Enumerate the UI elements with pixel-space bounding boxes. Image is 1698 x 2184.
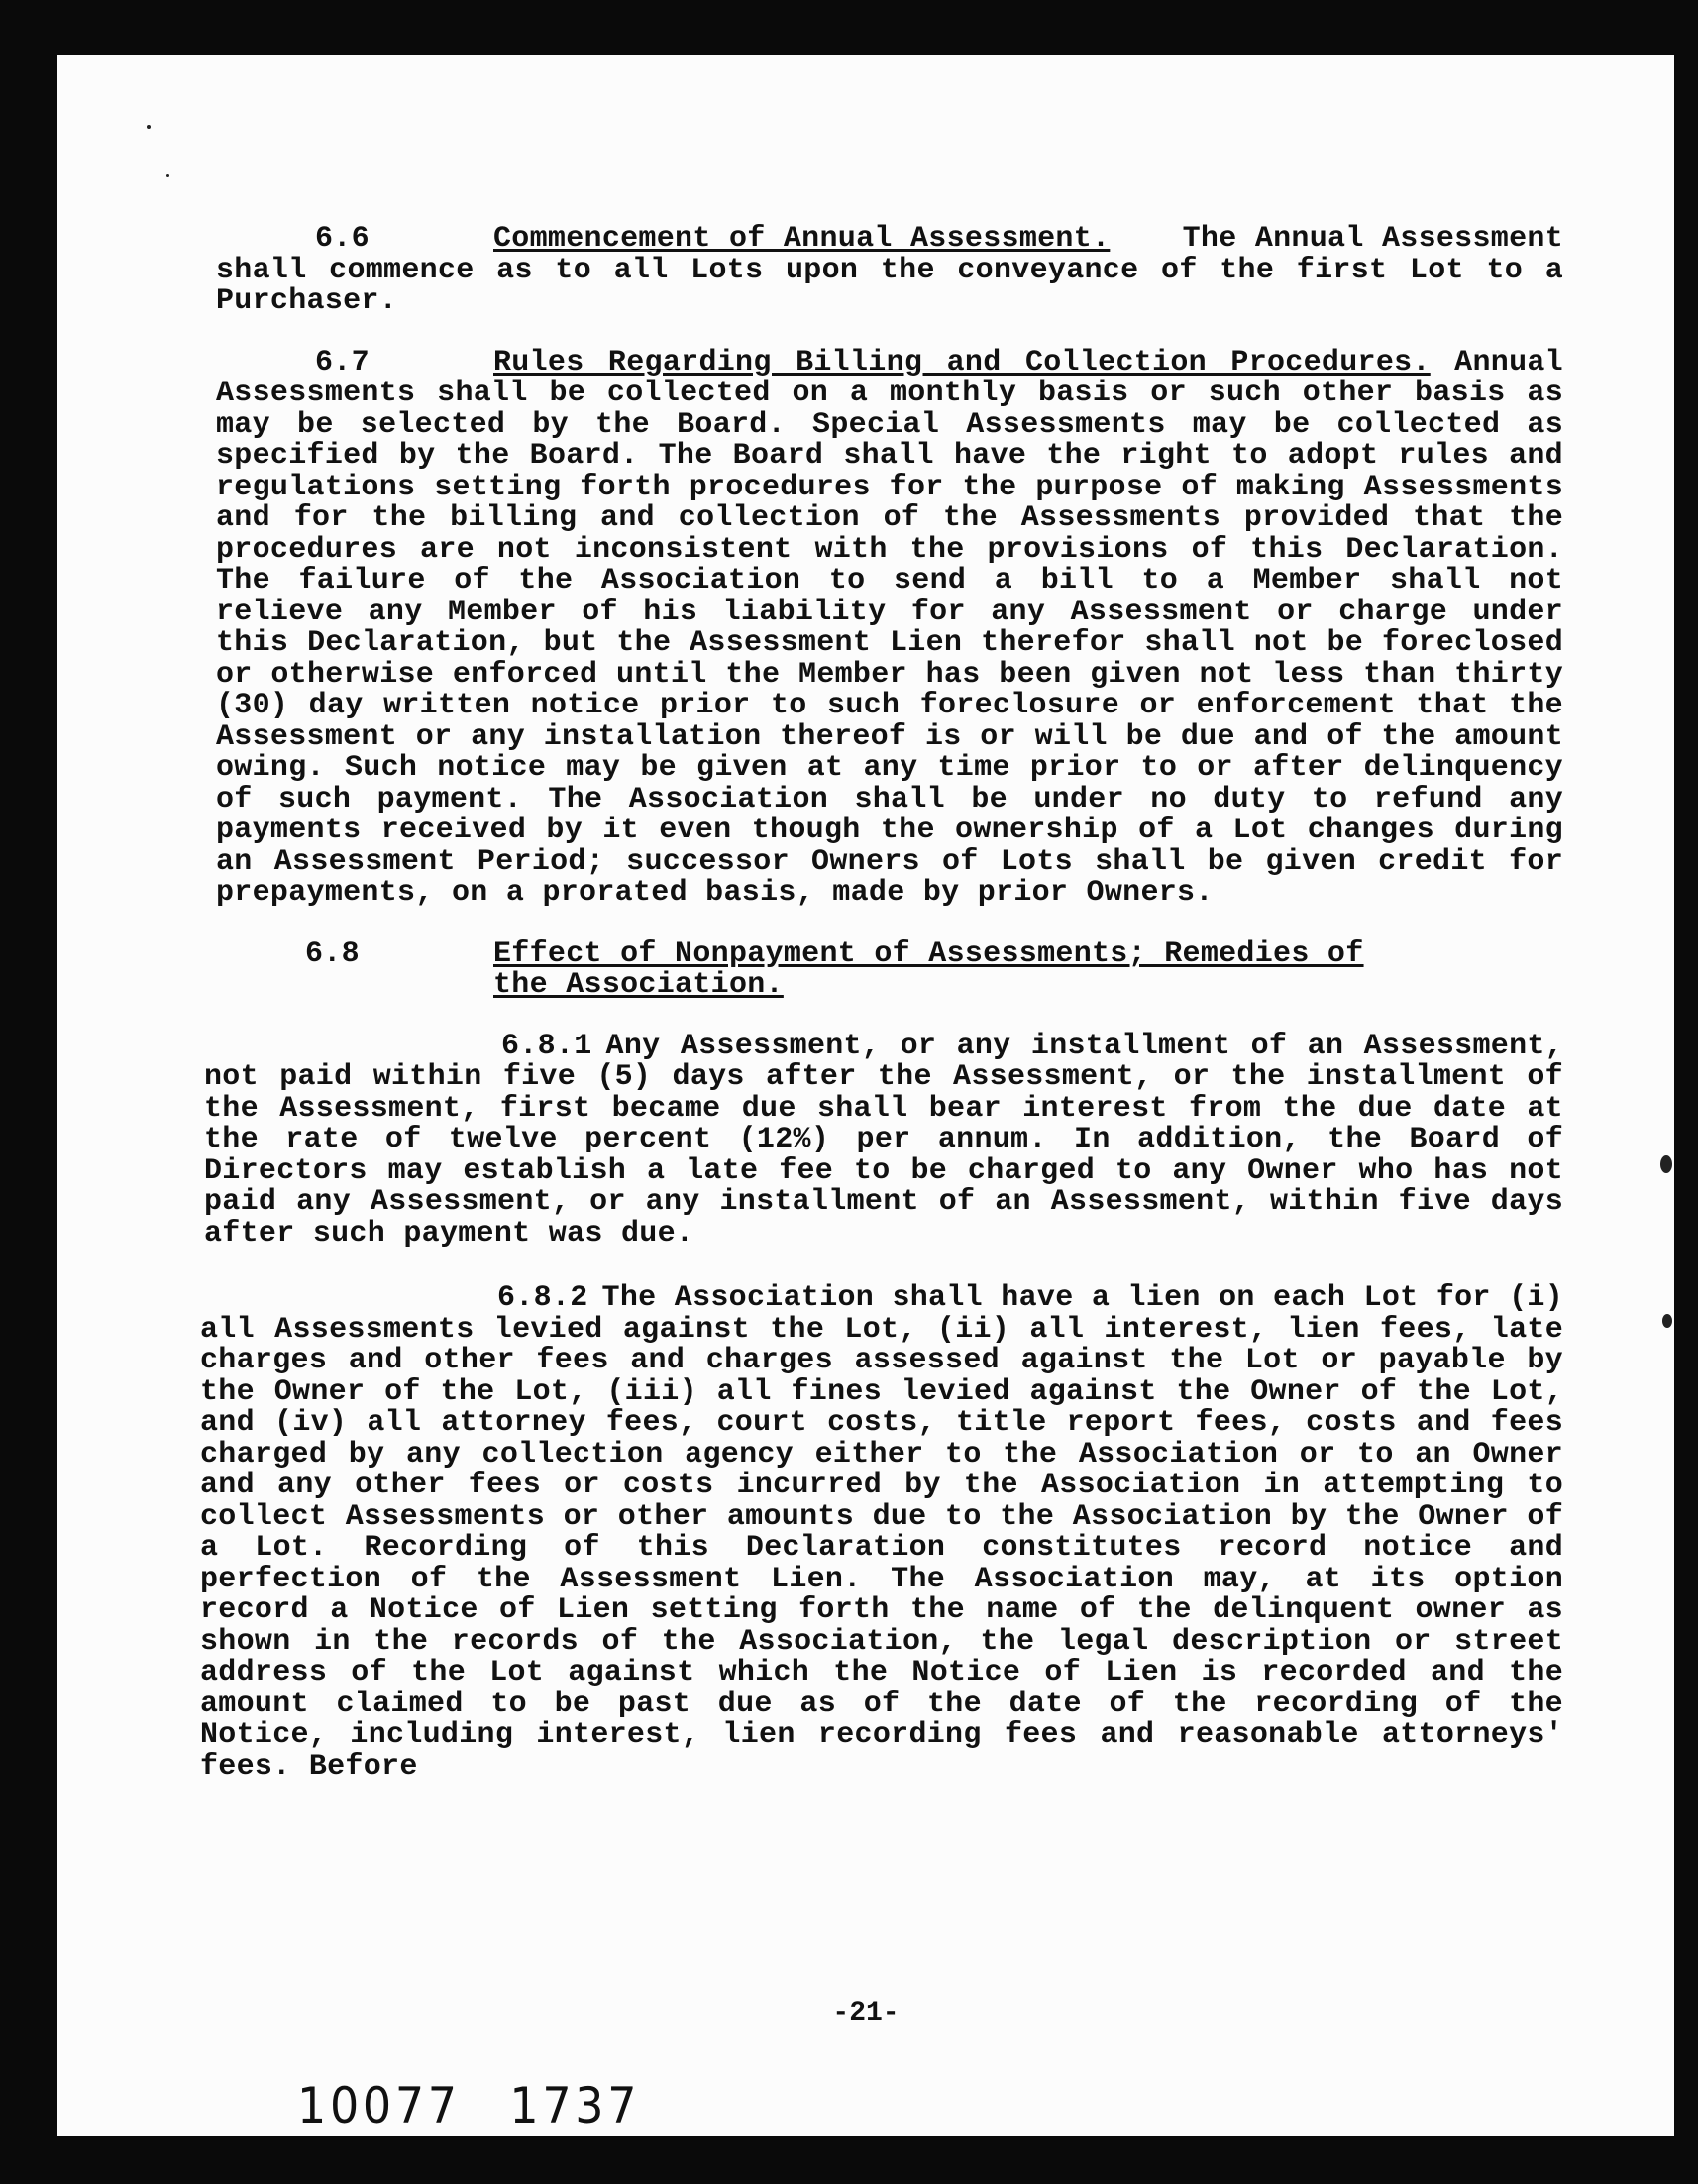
subsection-number: 6.8.1 — [501, 1029, 592, 1063]
scan-speck — [1662, 1314, 1672, 1328]
scan-speck — [166, 174, 169, 177]
subsection-6-8-1 — [204, 1029, 1563, 1251]
document-body — [200, 222, 1563, 1784]
document-page — [57, 55, 1674, 2136]
section-number: 6.6 — [315, 222, 370, 256]
section-number: 6.7 — [315, 345, 370, 380]
stamp-part-2: 1737 — [509, 2077, 641, 2134]
subsection-body: Any Assessment, or any installment of an Assessment, not paid within five (5) days after the Assessment, or the installment of the Assessment, first became due shall bear interest from the due date at the rate of twelve percent (12%) per annum. In addition, the Board of Directors may establish a late fee to be charged to any Owner who has not paid any Assessment, or any installment of an Assessment, within five days after such payment was due. — [204, 1029, 1563, 1251]
stamp-part-1: 10077 — [297, 2077, 461, 2134]
subsection-6-8-2 — [200, 1283, 1563, 1783]
section-title-line-2: the Association. — [493, 968, 784, 1002]
document-stamp-number — [297, 2077, 640, 2134]
section-title: Rules Regarding Billing and Collection Procedures. — [493, 345, 1431, 380]
subsection-body: The Association shall have a lien on each Lot for (i) all Assessments levied against the Lot, (ii) all interest, lien fees, late charges and other fees and charges assessed against the Lot or payable by the Owner of the Lot, (iii) all fines levied against the Owner of the Lot, and (iv) all attorney fees, court costs, title report fees, costs and fees charged by any collection agency either to the Association or to an Owner and any other fees or costs incurred by the Association in attempting to collect Assessments or other amounts due to the Association by the Owner of a Lot. Recording of this Declaration constitutes record notice and perfection of the Assessment Lien. The Association may, at its option record a Notice of Lien setting forth the name of the delinquent owner as shown in the records of the Association, the legal description or street address of the Lot against which the Notice of Lien is recorded and the amount claimed to be past due as of the date of the recording of the Notice, including interest, lien recording fees and reasonable attorneys' fees. Before — [200, 1281, 1563, 1784]
scan-speck — [1660, 1155, 1672, 1173]
section-title-line-1: Effect of Nonpayment of Assessments; Remedies of — [493, 936, 1364, 971]
section-body: The Annual Assessment shall commence as to all Lots upon the conveyance of the first Lot to a Purchaser. — [216, 222, 1563, 318]
section-body: Annual Assessments shall be collected on a monthly basis or such other basis as may be selected by the Board. Special Assessments may be collected as specified by the Board. The Board shall have the right to adopt rules and regulations setting forth procedures for the purpose of making Assessments and for the billing and collection of the Assessments provided that the procedures are not inconsistent with the provisions of this Declaration. The failure of the Association to send a bill to a Member shall not relieve any Member of his liability for any Assessment or charge under this Declaration, but the Assessment Lien therefor shall not be foreclosed or otherwise enforced until the Member has been given not less than thirty (30) day written notice prior to such foreclosure or enforcement that the Assessment or any installation thereof is or will be due and of the amount owing. Such notice may be given at any time prior to or after delinquency of such payment. The Association shall be under no duty to refund any payments received by it even though the ownership of a Lot changes during an Assessment Period; successor Owners of Lots shall be given credit for prepayments, on a prorated basis, made by prior Owners. — [216, 345, 1563, 910]
section-6-7 — [216, 345, 1563, 910]
page-number: -21- — [832, 1998, 900, 2028]
scan-speck — [147, 125, 151, 129]
section-title: Commencement of Annual Assessment. — [493, 222, 1111, 256]
section-6-8 — [216, 936, 1563, 1002]
section-number: 6.8 — [305, 936, 360, 971]
section-6-6 — [216, 224, 1563, 318]
scan-border — [0, 0, 1698, 57]
subsection-number: 6.8.2 — [497, 1281, 588, 1315]
